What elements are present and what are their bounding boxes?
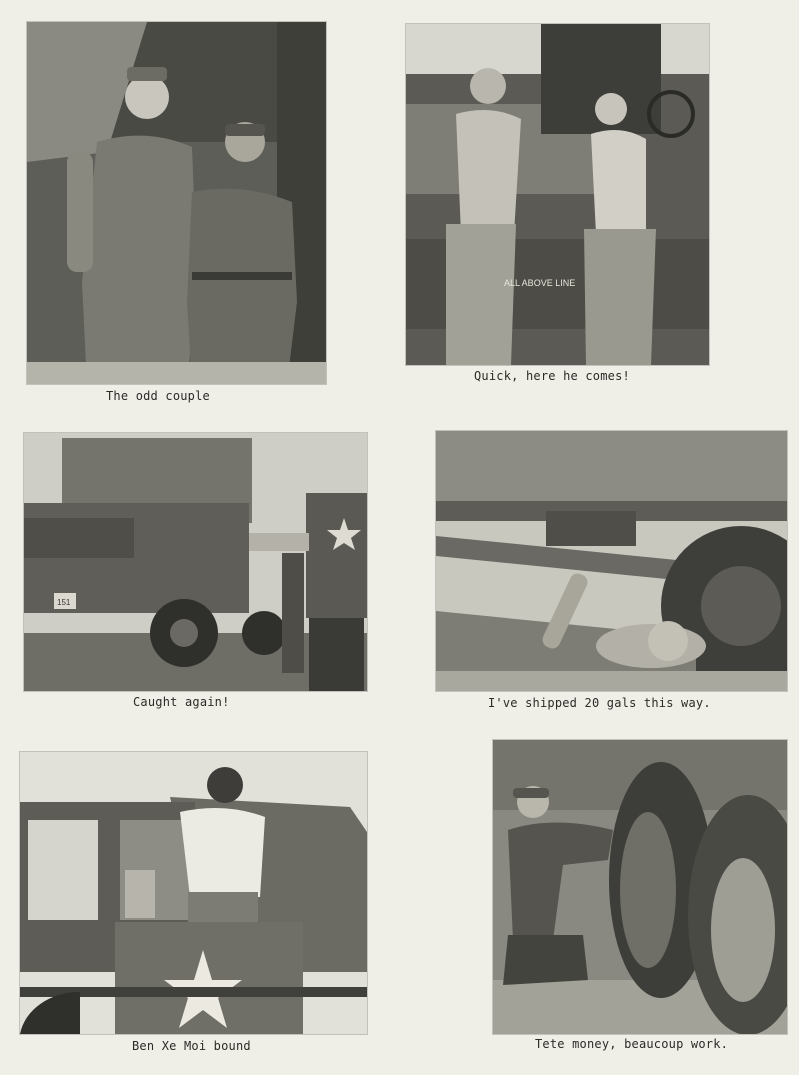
photo-odd-couple-image [27,22,326,384]
photo-caught-again [24,433,367,691]
photo-odd-couple [27,22,326,384]
caption-odd-couple: The odd couple [106,389,210,403]
caption-shipped-20-gals: I've shipped 20 gals this way. [488,696,711,710]
photo-tete-money-image [493,740,787,1034]
photo-ben-xe-moi-image [20,752,367,1034]
photo-quick-image [406,24,709,365]
photo-caught-again-image [24,433,367,691]
caption-ben-xe-moi-bound: Ben Xe Moi bound [132,1039,251,1053]
photo-tete-money [493,740,787,1034]
caption-tete-money: Tete money, beaucoup work. [535,1037,729,1051]
truck-chalk-marking: ALL ABOVE LINE [504,278,576,288]
photo-shipped-20-gals [436,431,787,691]
caption-quick-here-he-comes: Quick, here he comes! [474,369,630,383]
bumper-marking: 151 [57,598,71,607]
photo-quick-here-he-comes [406,24,709,365]
caption-caught-again: Caught again! [133,695,230,709]
photo-ben-xe-moi-bound [20,752,367,1034]
photo-shipped-image [436,431,787,691]
